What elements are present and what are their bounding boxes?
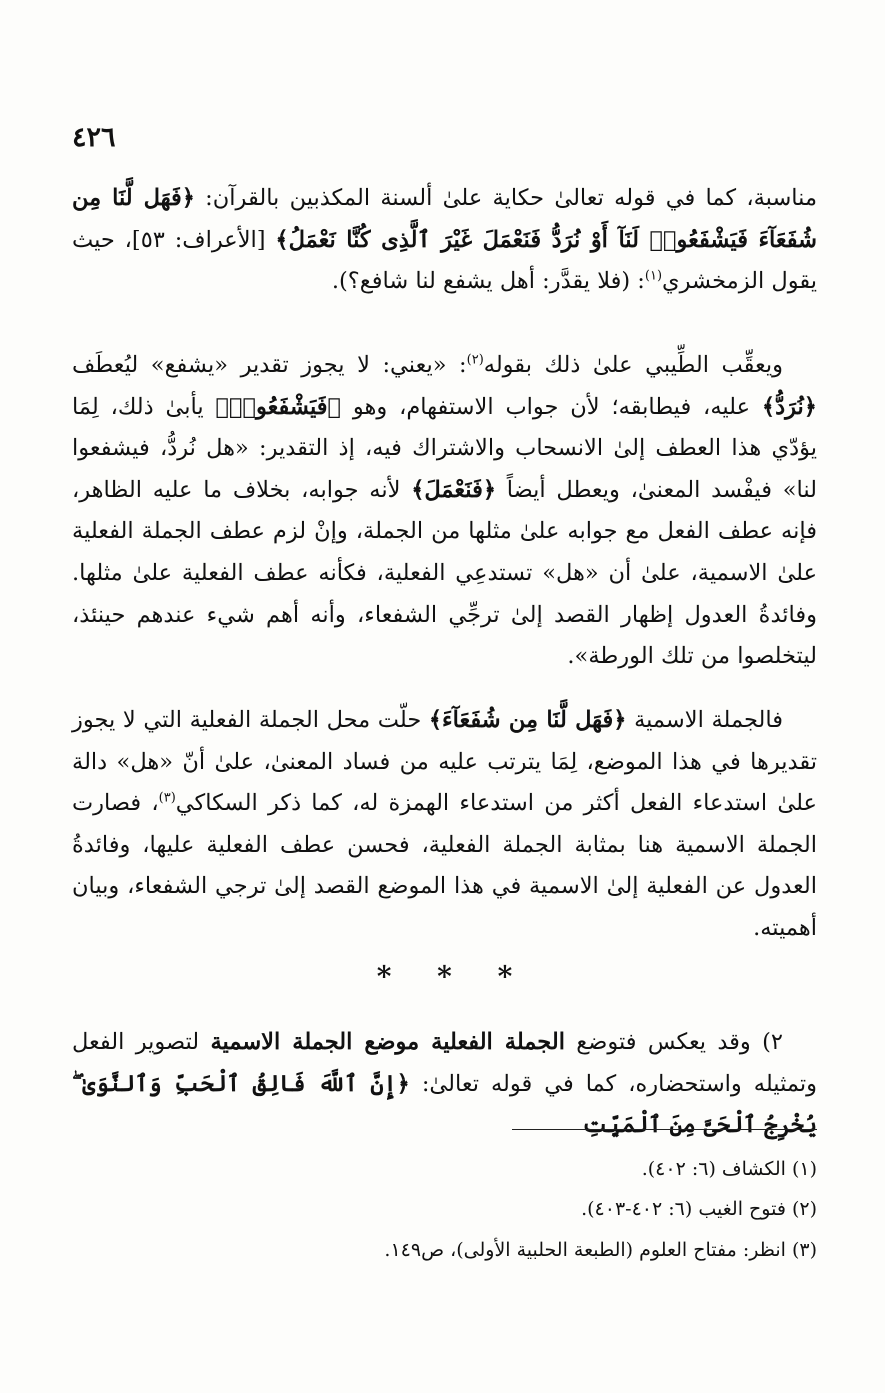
paragraph-4-text-a: ٢) وقد يعكس فتوضع xyxy=(564,1029,783,1055)
footnote-ref-3[interactable]: (٣) xyxy=(158,790,176,806)
bold-phrase: الجملة الفعلية موضع الجملة الاسمية xyxy=(210,1029,565,1055)
quran-verse: ﴿فَهَل لَّنَا مِن شُفَعَآءَ﴾ xyxy=(428,707,627,733)
quran-word: ﴿نُرَدُّ﴾ xyxy=(761,393,817,420)
paragraph-2 xyxy=(72,345,817,678)
paragraph-4-text-b: لتصوير الفعل وتمثيله واستحضاره، كما في قوله تعالىٰ: xyxy=(72,1029,817,1097)
footnote-ref-1[interactable]: (١) xyxy=(644,268,663,284)
paragraph-1-text-c: : (فلا يقدَّر: أهل يشفع لنا شافع؟). xyxy=(331,268,645,295)
footnote-ref-2[interactable]: (٢) xyxy=(466,352,484,368)
paragraph-1-text-a: مناسبة، كما في قوله تعالىٰ حكاية علىٰ ألسنة المكذبين بالقرآن: xyxy=(194,185,817,211)
section-divider-stars: * * * xyxy=(376,960,513,993)
paragraph-1 xyxy=(72,178,817,303)
paragraph-3-text-c: ، فصارت الجملة الاسمية هنا بمثابة الجملة الفعلية، فحسن عطف الفعلية عليها، وفائدةُ العدول عن الفعلية إلىٰ الاسمية في هذا الموضع القصد إلىٰ ترجي الشفعاء، وبيان أهميته. xyxy=(72,790,817,941)
paragraph-2-text-c: عليه، فيطابقه؛ لأن جواب الاستفهام، وهو xyxy=(341,393,762,420)
page-number: ٤٢٦ xyxy=(72,122,116,153)
paragraph-3-text-a: فالجملة الاسمية xyxy=(626,707,783,733)
footnote-3: (٣) انظر: مفتاح العلوم (الطبعة الحلبية الأولى)، ص١٤٩. xyxy=(384,1239,817,1261)
footnote-1: (١) الكشاف (٦: ٤٠٢). xyxy=(641,1158,817,1180)
paragraph-3-text-b: حلّت محل الجملة الفعلية التي لا يجوز تقديرها في هذا الموضع، لِمَا يترتب عليه من فساد المعنىٰ، علىٰ أنّ «هل» دالة علىٰ استدعاء الفعل أكثر من استدعاء الهمزة له، كما ذكر السكاكي xyxy=(72,707,817,817)
paragraph-1-text-b: [الأعراف: ٥٣]، حيث يقول الزمخشري xyxy=(72,226,817,295)
footnote-separator xyxy=(512,1129,817,1130)
quran-word: ﴿فَيَشْفَعُوا۟﴾ xyxy=(215,393,342,420)
quran-verse: ﴿فَهَل لَّنَا مِن شُفَعَآءَ فَيَشْفَعُوا۟ لَنَآ أَوْ نُرَدُّ فَنَعْمَلَ غَيْرَ ٱلَّذِى كُنَّا نَعْمَلُ﴾ xyxy=(72,185,818,253)
paragraph-2-text-b: : «يعني: لا يجوز تقدير «يشفع» ليُعطَف xyxy=(72,352,467,378)
paragraph-2-text-a: ويعقِّب الطِّيبي علىٰ ذلك بقوله xyxy=(483,352,783,378)
paragraph-2-text-d: يأبىٰ ذلك، لِمَا يؤدّي هذا العطف إلىٰ الانسحاب والاشتراك فيه، إذ التقدير: «هل نُردُّ، فيشفعوا لنا» فيفْسد المعنىٰ، ويعطل أيضاً xyxy=(72,393,817,503)
footnote-2: (٢) فتوح الغيب (٦: ٤٠٢-٤٠٣). xyxy=(581,1198,817,1220)
paragraph-2-text-e: لأنه جوابه، بخلاف ما عليه الظاهر، فإنه عطف الفعل مع جوابه علىٰ مثلها من الجملة، وإنْ لزم عطف الجملة الفعلية علىٰ الاسمية، علىٰ أن «هل» تستدعِي الفعلية، فكأنه عطف الفعلية علىٰ مثلها. وفائدةُ العدول إظهار القصد إلىٰ ترجِّي الشفعاء، وأنه أهم شيء عندهم حينئذ، ليتخلصوا من تلك الورطة». xyxy=(72,476,817,670)
paragraph-3 xyxy=(72,700,817,950)
quran-word: ﴿فَنَعْمَلَ﴾ xyxy=(411,476,497,503)
quran-verse: ﴿إِنَّ ٱللَّهَ فَالِقُ ٱلْحَبِّ وَٱلنَّوَىٰ ۖ يُخْرِجُ ٱلْحَىَّ مِنَ ٱلْمَيِّتِ xyxy=(72,1070,817,1139)
